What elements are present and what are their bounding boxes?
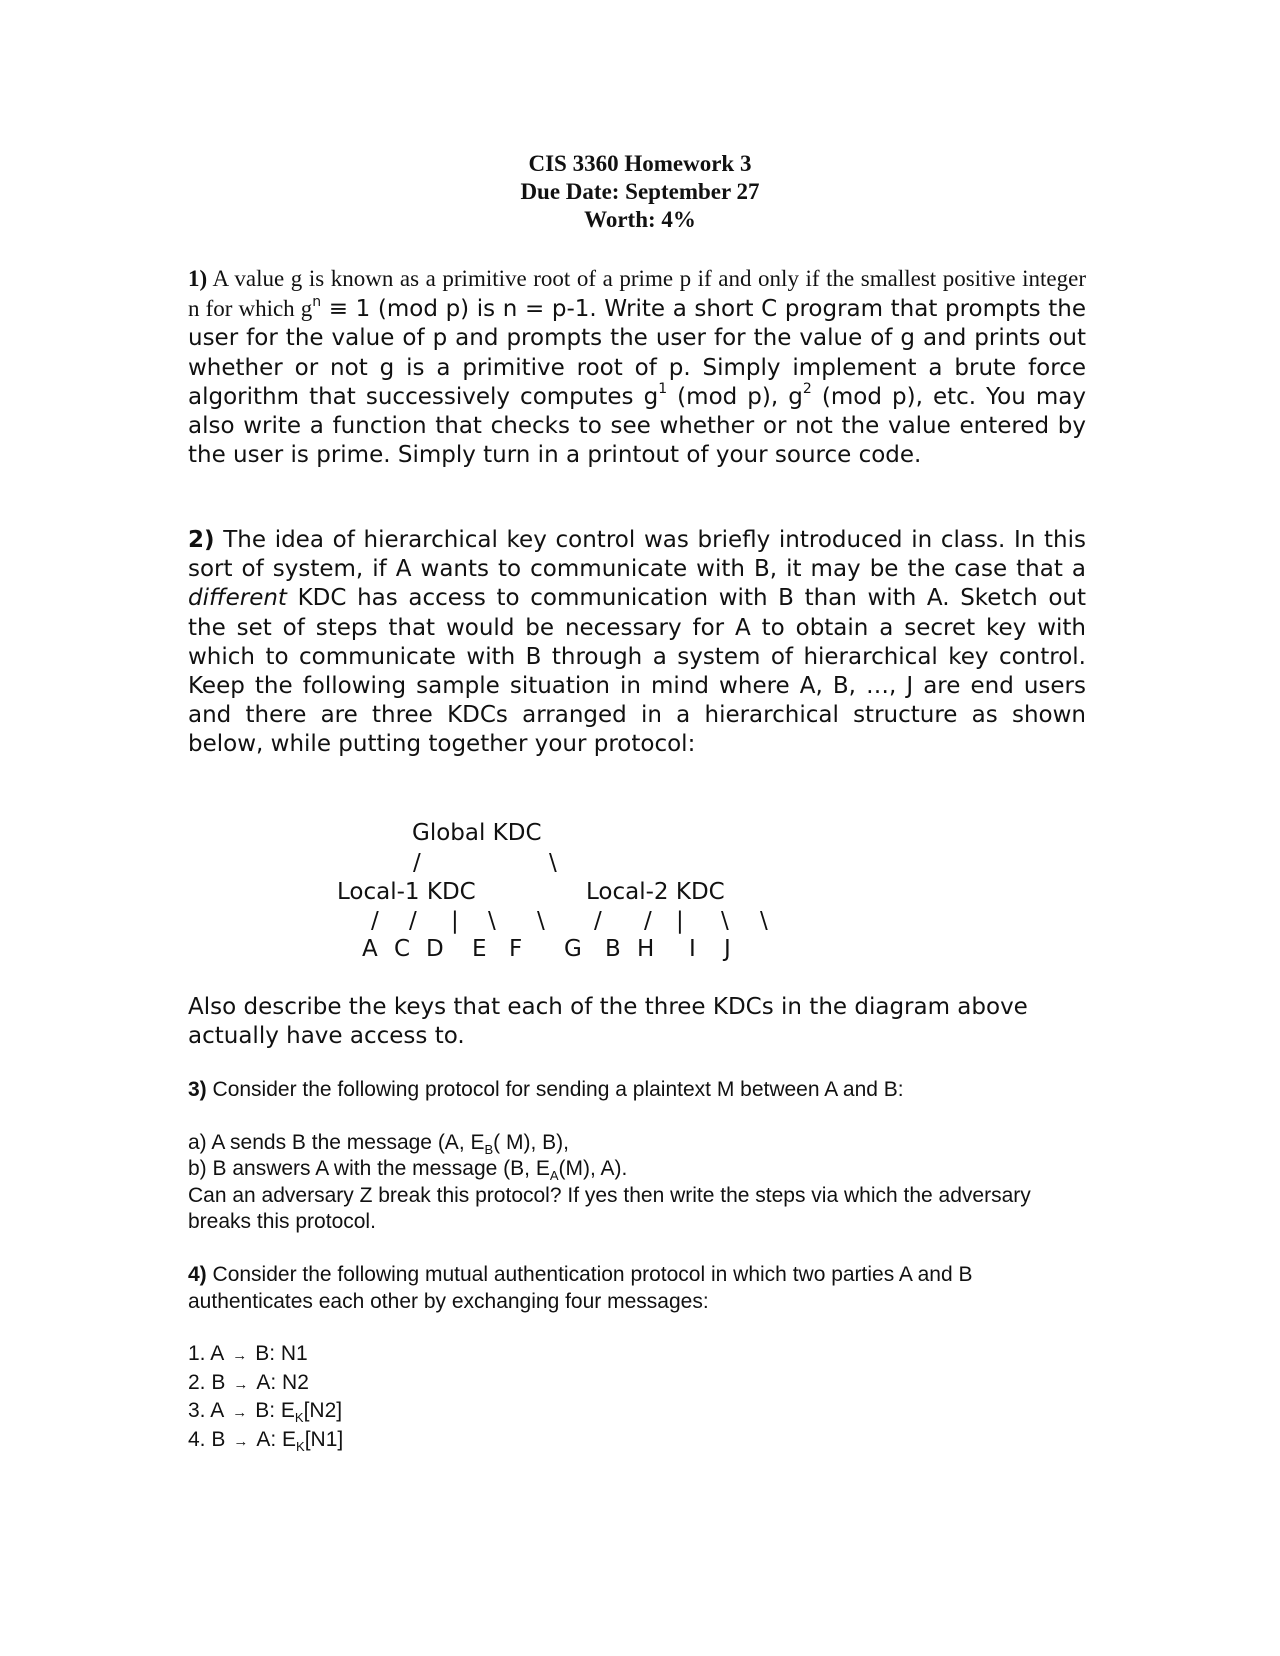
arrow-icon: → bbox=[232, 1347, 248, 1364]
question-2-text-1: The idea of hierarchical key control was briefly introduced in class. In this sort of system, if A wants to communicate with B, it may be the case that a bbox=[188, 527, 1086, 583]
question-4-number: 4) bbox=[188, 1263, 207, 1286]
question-4-intro bbox=[188, 1262, 1088, 1315]
auth-step-from: 2. B bbox=[188, 1370, 226, 1394]
branch-slash: / bbox=[644, 908, 652, 934]
subscript-k: K bbox=[296, 1438, 305, 1454]
auth-step-to: A: E bbox=[256, 1427, 297, 1451]
branch-backslash: \ bbox=[760, 908, 768, 934]
question-3 bbox=[188, 1077, 1088, 1236]
auth-step bbox=[188, 1427, 1088, 1456]
subscript-k: K bbox=[294, 1410, 304, 1426]
auth-step bbox=[188, 1370, 1088, 1399]
protocol-step-a-pre: a) A sends B the message (A, E bbox=[188, 1130, 485, 1154]
question-3-intro bbox=[188, 1077, 1088, 1104]
kdc-keys-question: Also describe the keys that each of the three KDCs in the diagram above actually have access to. bbox=[188, 994, 1028, 1050]
protocol-step-b bbox=[188, 1156, 1088, 1183]
question-1-serif-text: A value g is known as a primitive root of a prime p if and only if the smallest positive integer n for which g bbox=[188, 266, 1086, 322]
question-1-text-2: (mod p), g bbox=[667, 383, 803, 410]
question-1-text-3: (mod p), etc. You may also write a function that checks to see whether or not the value entered by the user is prime. Simply turn in a printout of your source code. bbox=[188, 383, 1086, 469]
question-3-question: Can an adversary Z break this protocol? If yes then write the steps via which the adversary breaks this protocol. bbox=[188, 1183, 1031, 1233]
branch-pipe: | bbox=[676, 908, 684, 934]
due-date: Due Date: September 27 bbox=[520, 179, 760, 204]
question-1 bbox=[188, 264, 1086, 470]
user-d: D bbox=[426, 936, 444, 962]
protocol-step-a bbox=[188, 1130, 1088, 1157]
auth-step-to: A: N2 bbox=[256, 1370, 309, 1394]
question-3-intro-text: Consider the following protocol for sending a plaintext M between A and B: bbox=[206, 1078, 904, 1101]
user-i: I bbox=[689, 936, 696, 962]
auth-step-to: B: E bbox=[255, 1399, 295, 1422]
auth-step bbox=[188, 1398, 1088, 1427]
arrow-icon: → bbox=[232, 1404, 248, 1421]
page-title: CIS 3360 Homework 3 bbox=[528, 151, 752, 176]
user-b: B bbox=[605, 936, 621, 962]
question-3-number: 3) bbox=[188, 1078, 207, 1101]
branch-slash: / bbox=[594, 908, 602, 934]
branch-backslash: \ bbox=[488, 908, 496, 934]
local-1-kdc-label: Local-1 KDC bbox=[337, 879, 476, 905]
subscript-a: A bbox=[549, 1168, 559, 1184]
auth-step-from: 4. B bbox=[188, 1427, 226, 1451]
spacer bbox=[188, 1104, 1088, 1130]
user-g: G bbox=[564, 936, 582, 962]
user-j: J bbox=[724, 936, 731, 962]
question-2 bbox=[188, 526, 1086, 760]
user-h: H bbox=[637, 936, 655, 962]
branch-backslash: \ bbox=[721, 908, 729, 934]
protocol-step-b-pre: b) B answers A with the message (B, E bbox=[188, 1157, 550, 1180]
arrow-icon: → bbox=[233, 1432, 249, 1450]
user-e: E bbox=[472, 936, 487, 962]
superscript-1: 1 bbox=[658, 381, 668, 398]
superscript-2: 2 bbox=[802, 381, 812, 398]
question-2-text-2: KDC has access to communication with B than with A. Sketch out the set of steps that would be necessary for A to obtain a secret key with which to communicate with B through a system of hierarchical key control. Keep the following sample situation in mind where A, B, …, J are end users and there are three KDCs arranged in a hierarchical structure as shown below, while putting together your protocol: bbox=[188, 585, 1086, 758]
protocol-step-a-post: ( M), B), bbox=[493, 1130, 569, 1154]
auth-step-from: 1. A bbox=[188, 1342, 225, 1365]
header bbox=[0, 150, 1280, 234]
spacer bbox=[188, 1315, 1088, 1341]
auth-step bbox=[188, 1341, 1088, 1370]
auth-step-from: 3. A bbox=[188, 1399, 225, 1422]
auth-step-post: [N2] bbox=[303, 1399, 343, 1422]
arrow-icon: → bbox=[233, 1375, 249, 1393]
question-1-number: 1) bbox=[188, 266, 208, 291]
branch-backslash: \ bbox=[537, 908, 545, 934]
local-2-kdc-label: Local-2 KDC bbox=[586, 879, 725, 905]
branch-slash: / bbox=[413, 850, 421, 876]
user-c: C bbox=[394, 936, 411, 962]
branch-pipe: | bbox=[451, 908, 459, 934]
subscript-b: B bbox=[484, 1141, 494, 1157]
question-1-text-1: ≡ 1 (mod p) is n = p-1. Write a short C program that prompts the user for the value of p and prompts the user for the value of g and prints out whether or not g is a primitive root of p. Simply implement a brute force algorithm that successively computes g bbox=[188, 296, 1086, 410]
protocol-step-b-post: (M), A). bbox=[558, 1157, 628, 1180]
question-2-emphasis: different bbox=[188, 585, 287, 612]
worth: Worth: 4% bbox=[584, 207, 696, 232]
user-f: F bbox=[509, 936, 523, 962]
question-4 bbox=[188, 1262, 1088, 1455]
global-kdc-label: Global KDC bbox=[412, 820, 542, 846]
auth-step-to: B: N1 bbox=[255, 1342, 308, 1365]
question-4-intro-text: Consider the following mutual authentication protocol in which two parties A and B authenticates each other by exchanging four messages: bbox=[188, 1263, 973, 1313]
branch-backslash: \ bbox=[549, 850, 557, 876]
auth-step-post: [N1] bbox=[304, 1427, 344, 1451]
question-2-number: 2) bbox=[188, 527, 215, 553]
branch-slash: / bbox=[409, 908, 417, 934]
branch-slash: / bbox=[371, 908, 379, 934]
superscript-n: n bbox=[312, 293, 322, 310]
user-a: A bbox=[362, 936, 378, 962]
